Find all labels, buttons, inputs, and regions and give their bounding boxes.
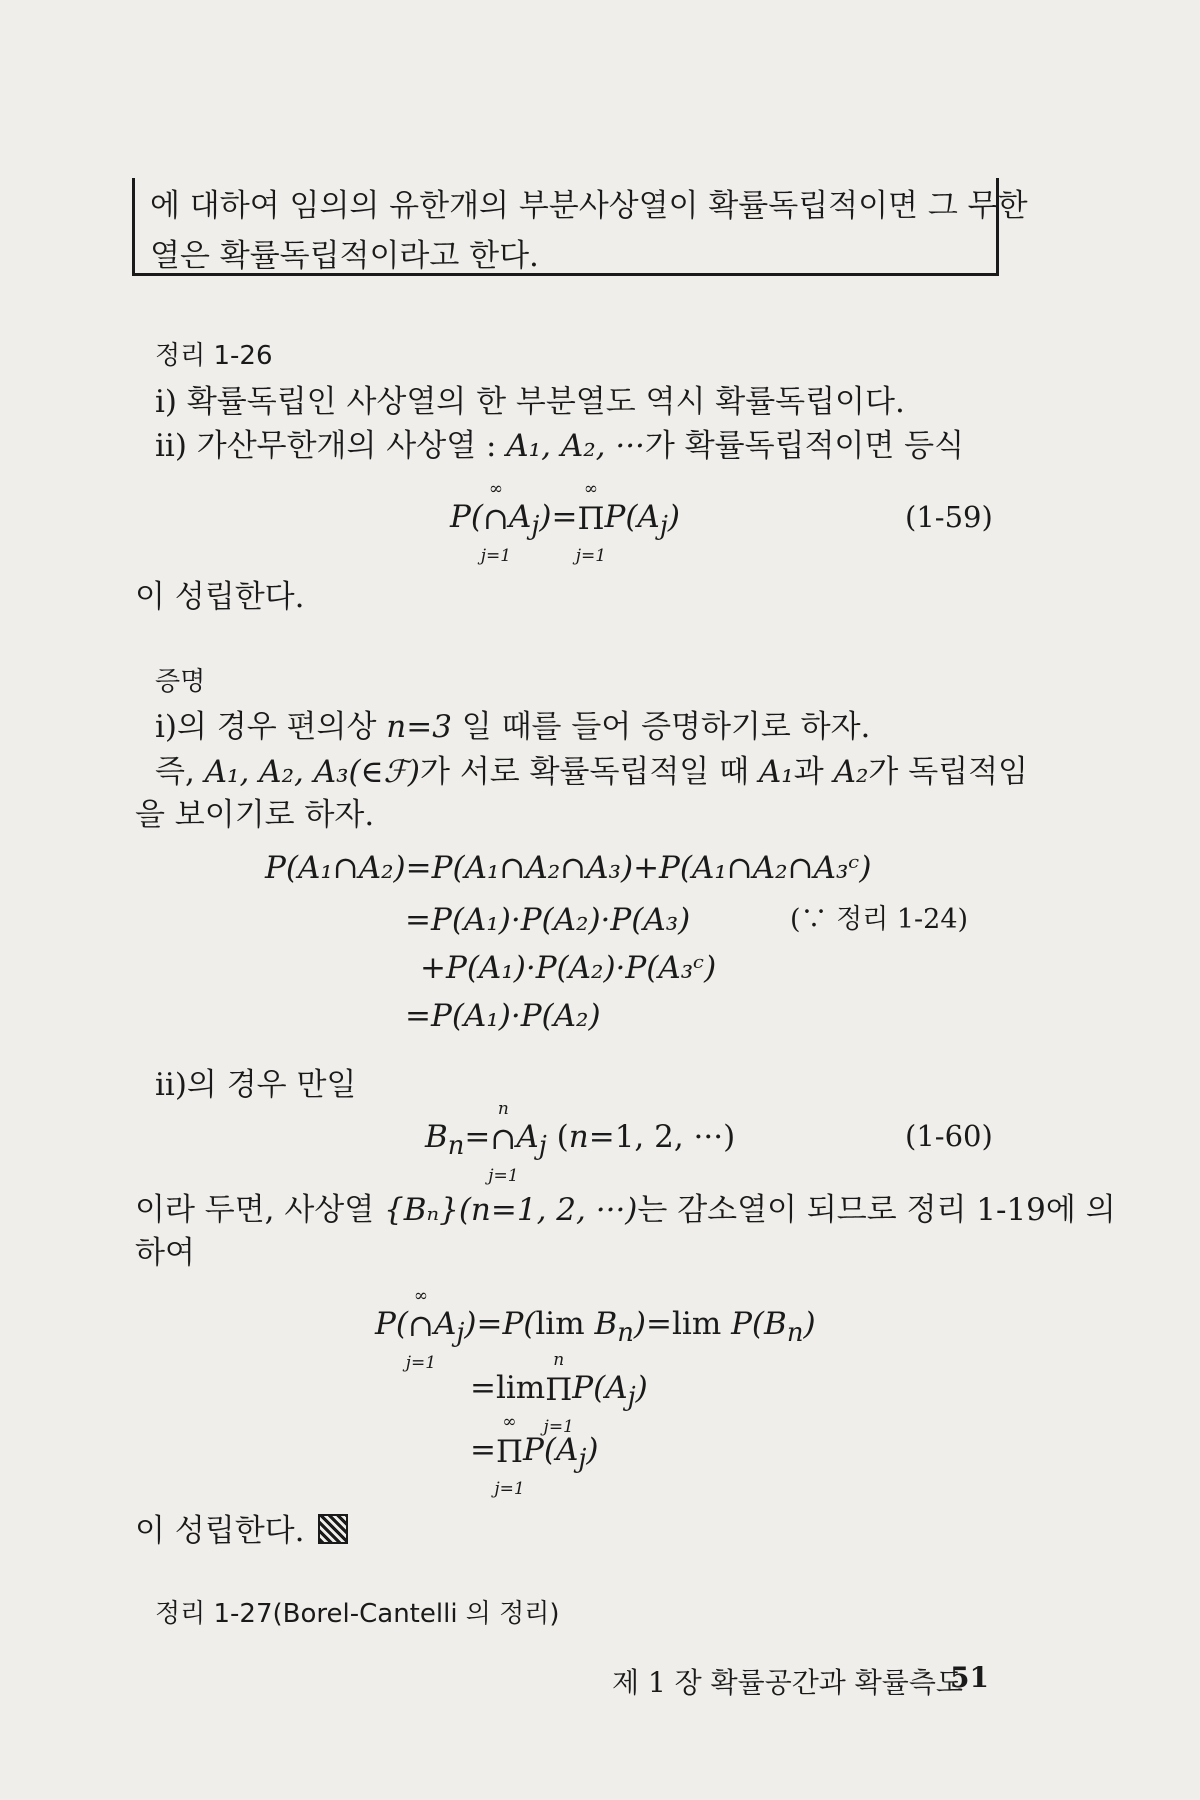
equation-c-line-1: P( ∞ ∩ j=1 $A_j)=P(\lim$ $B_n)=\lim$ $P(B_n)$ <box>375 1285 816 1373</box>
box-line-2: 열은 확률독립적이라고 한다. <box>150 238 539 274</box>
theorem-1-26-conclusion: 이 성립한다. <box>135 579 305 615</box>
equation-a-line-4: =P(A₁)·P(A₂) <box>405 998 601 1034</box>
equation-number-1-60: (1-60) <box>905 1119 993 1153</box>
theorem-1-26-item-2 <box>155 426 964 466</box>
big-intersection-operator: ∞ ∩ j=1 <box>405 1285 437 1373</box>
theorem-1-27-heading: 정리 1-27(Borel-Cantelli 의 정리) <box>155 1599 560 1629</box>
item-2-prefix: ii) 가산무한개의 사상열 : <box>155 428 507 464</box>
equation-a-line-2: =P(A₁)·P(A₂)·P(A₃) <box>405 902 691 938</box>
proof-case-2: ii)의 경우 만일 <box>155 1067 357 1103</box>
big-product-operator: ∞ Π j=1 <box>494 1411 525 1499</box>
equation-1-59: P( ∞ ∩ j=1 $A_j)=$ ∞ Π j=1 $P(A_j)$ <box>450 478 680 566</box>
proof-heading: 증명 <box>155 667 206 697</box>
item-2-suffix: 가 확률독립적이면 등식 <box>644 428 965 464</box>
equation-number-1-59: (1-59) <box>905 500 993 534</box>
big-intersection-operator: ∞ ∩ j=1 <box>480 478 512 566</box>
big-intersection-operator: n ∩ j=1 <box>488 1098 519 1186</box>
box-line-1: 에 대하여 임의의 유한개의 부분사상열이 확률독립적이면 그 무한 <box>150 188 1028 224</box>
big-product-operator: n Π j=1 <box>543 1349 574 1437</box>
proof-line-3: 을 보이기로 하자. <box>135 797 375 833</box>
big-product-operator: ∞ Π j=1 <box>575 478 607 566</box>
equation-a-line-3: +P(A₁)·P(A₂)·P(A₃ᶜ) <box>420 950 717 986</box>
equation-1-60: $B_n=$ n ∩ j=1 $A_j$ (n=1, 2, ···) <box>425 1098 736 1186</box>
proof-line-2: 즉, A₁, A₂, A₃(∈ℱ)가 서로 확률독립적일 때 A₁과 A₂가 독립적임 <box>155 754 1028 790</box>
theorem-1-26-item-1: i) 확률독립인 사상열의 한 부분열도 역시 확률독립이다. <box>155 384 905 420</box>
proof-after-b-line-1: 이라 두면, 사상열 {Bₙ}(n=1, 2, ···)는 감소열이 되므로 정리 1-19에 의 <box>135 1192 1116 1228</box>
box-left-border <box>132 178 135 275</box>
equation-c-line-3: = ∞ Π j=1 $P(A_j)$ <box>470 1411 599 1499</box>
equation-a-reason: (∵ 정리 1-24) <box>790 904 969 935</box>
proof-line-1: i)의 경우 편의상 n=3 일 때를 들어 증명하기로 하자. <box>155 709 871 745</box>
theorem-1-26-heading: 정리 1-26 <box>155 341 273 371</box>
equation-c-line-2: =lim n Π j=1 $P(A_j)$ <box>470 1349 648 1437</box>
item-2-math: A₁, A₂, ··· <box>506 428 645 464</box>
proof-line-1-math: n=3 <box>386 709 452 745</box>
qed-square-icon <box>318 1514 348 1544</box>
proof-after-b-line-2: 하여 <box>135 1235 195 1271</box>
equation-a-line-1: P(A₁∩A₂)=P(A₁∩A₂∩A₃)+P(A₁∩A₂∩A₃ᶜ) <box>265 850 872 886</box>
page-number: 51 <box>950 1661 989 1694</box>
running-footer-chapter: 제 1 장 확률공간과 확률측도 <box>612 1666 963 1699</box>
proof-conclusion: 이 성립한다. <box>135 1511 348 1551</box>
